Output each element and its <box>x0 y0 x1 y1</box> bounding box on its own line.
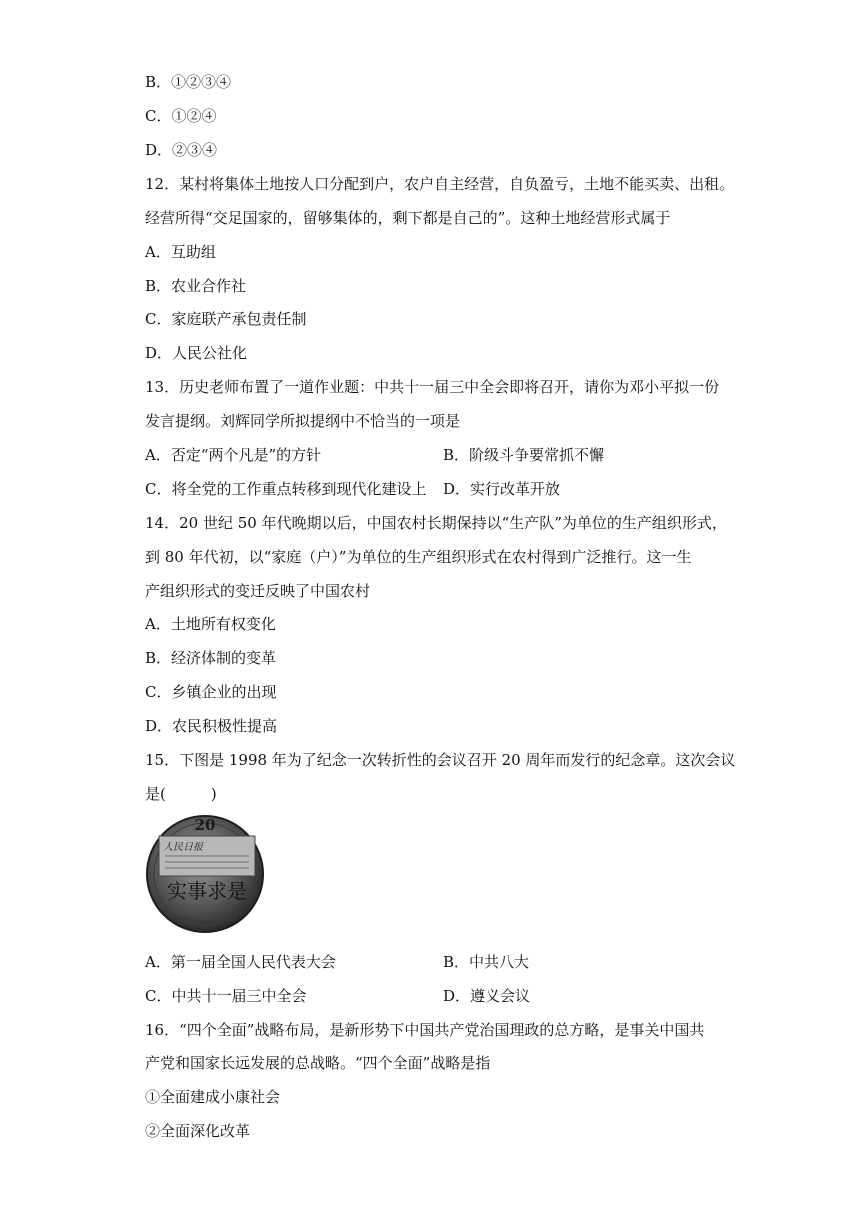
q13-stem-line-2: 发言提纲。刘辉同学所拟提纲中不恰当的一项是 <box>145 412 461 430</box>
q15-option-b: B．中共八大 <box>443 953 530 971</box>
medal-number-20: 20 <box>194 816 216 834</box>
q12-option-a: A．互助组 <box>145 243 216 261</box>
medal-motto: 实事求是 <box>167 879 247 903</box>
q11-option-d: D．②③④ <box>145 141 218 159</box>
q13-option-a: A．否定“两个凡是”的方针 <box>145 446 322 464</box>
q13-options-row-1 <box>145 445 321 465</box>
q11-option-c: C．①②④ <box>145 107 217 125</box>
q12-option-d: D．人民公社化 <box>145 344 248 362</box>
q12-option-b: B．农业合作社 <box>145 277 247 295</box>
q15-stem-line-1: 15．下图是 1998 年为了纪念一次转折性的会议召开 20 周年而发行的纪念章。这次会议 <box>145 751 736 769</box>
q14-option-c: C．乡镇企业的出现 <box>145 683 277 701</box>
q15-option-a: A．第一届全国人民代表大会 <box>145 953 336 971</box>
q16-stem-line-2: 产党和国家长远发展的总战略。“四个全面”战略是指 <box>145 1054 491 1072</box>
q13-stem-line-1: 13．历史老师布置了一道作业题：中共十一届三中全会即将召开，请你为邓小平拟一份 <box>145 378 720 396</box>
q16-stem-line-1: 16．“四个全面”战略布局，是新形势下中国共产党治国理政的总方略，是事关中国共 <box>145 1021 705 1039</box>
q14-stem-line-1: 14．20 世纪 50 年代晚期以后，中国农村长期保持以“生产队”为单位的生产组织形式， <box>145 514 727 532</box>
q16-item-2: ②全面深化改革 <box>145 1122 251 1140</box>
q12-option-c: C．家庭联产承包责任制 <box>145 310 307 328</box>
q14-stem-line-2: 到 80 年代初，以“家庭（户）”为单位的生产组织形式在农村得到广泛推行。这一生 <box>145 548 692 566</box>
q12-stem-line-1: 12．某村将集体土地按人口分配到户，农户自主经营，自负盈亏，土地不能买卖、出租。 <box>145 175 735 193</box>
q12-stem-line-2: 经营所得“交足国家的，留够集体的，剩下都是自己的”。这种土地经营形式属于 <box>145 209 671 227</box>
q14-option-d: D．农民积极性提高 <box>145 717 278 735</box>
q15-option-c: C．中共十一届三中全会 <box>145 987 307 1005</box>
q13-option-b: B．阶级斗争要常抓不懈 <box>443 446 605 464</box>
q15-option-d: D．遵义会议 <box>443 987 531 1005</box>
medal-masthead: 人民日报 <box>163 842 203 853</box>
q13-option-d: D．实行改革开放 <box>443 480 561 498</box>
q14-option-b: B．经济体制的变革 <box>145 649 277 667</box>
commemorative-medal-image <box>145 812 265 940</box>
q14-stem-line-3: 产组织形式的变迁反映了中国农村 <box>145 582 371 600</box>
q15-stem-line-2: 是( ) <box>145 785 217 803</box>
q16-item-1: ①全面建成小康社会 <box>145 1088 281 1106</box>
q11-option-b: B．①②③④ <box>145 73 232 91</box>
q13-option-c: C．将全党的工作重点转移到现代化建设上 <box>145 480 427 498</box>
q14-option-a: A．土地所有权变化 <box>145 615 276 633</box>
